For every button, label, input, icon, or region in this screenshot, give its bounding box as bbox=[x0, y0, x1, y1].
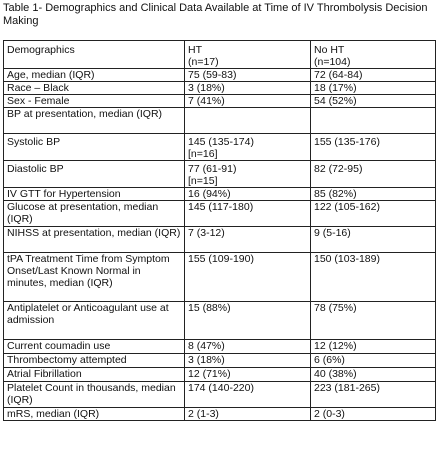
row-label: Sex - Female bbox=[4, 95, 185, 108]
table-row bbox=[4, 108, 436, 134]
table-header-row bbox=[4, 41, 436, 69]
table-row bbox=[4, 134, 436, 161]
row-ht-value: 3 (18%) bbox=[185, 82, 311, 95]
row-label: Thrombectomy attempted bbox=[4, 354, 185, 368]
header-noht-n: (n=104) bbox=[314, 56, 351, 68]
row-noht-text: 155 (135-176) bbox=[314, 136, 380, 148]
row-ht-value: 16 (94%) bbox=[185, 188, 311, 201]
row-noht-value: 18 (17%) bbox=[311, 82, 436, 95]
row-noht-text: 82 (72-95) bbox=[314, 163, 363, 175]
table-row bbox=[4, 227, 436, 253]
header-ht-n: (n=17) bbox=[188, 56, 219, 68]
row-noht-value: 9 (5-16) bbox=[311, 227, 436, 253]
row-noht-value: 54 (52%) bbox=[311, 95, 436, 108]
table-row bbox=[4, 253, 436, 302]
row-ht-value: 174 (140-220) bbox=[185, 382, 311, 408]
row-label: Age, median (IQR) bbox=[4, 69, 185, 82]
table-row bbox=[4, 368, 436, 382]
table-row bbox=[4, 82, 436, 95]
row-noht-value bbox=[311, 108, 436, 134]
row-label: BP at presentation, median (IQR) bbox=[4, 108, 185, 134]
row-ht-value: 15 (88%) bbox=[185, 302, 311, 340]
table-caption: Table 1- Demographics and Clinical Data Available at Time of IV Thrombolysis Decision Making bbox=[3, 2, 428, 27]
row-ht-value: 8 (47%) bbox=[185, 340, 311, 354]
row-ht-value bbox=[185, 134, 311, 161]
row-ht-value: 12 (71%) bbox=[185, 368, 311, 382]
table-row bbox=[4, 340, 436, 354]
table-row bbox=[4, 188, 436, 201]
header-demographics-cell bbox=[4, 41, 185, 69]
row-label-text: Systolic BP bbox=[7, 136, 61, 148]
table-row bbox=[4, 95, 436, 108]
row-ht-note: [n=15] bbox=[188, 175, 218, 187]
row-ht-value: 2 (1-3) bbox=[185, 408, 311, 421]
row-label: Antiplatelet or Anticoagulant use at admission bbox=[4, 302, 185, 340]
table-row bbox=[4, 382, 436, 408]
row-noht-value: 40 (38%) bbox=[311, 368, 436, 382]
table-row bbox=[4, 69, 436, 82]
row-label: NIHSS at presentation, median (IQR) bbox=[4, 227, 185, 253]
table-row bbox=[4, 302, 436, 340]
header-noht: No HT bbox=[314, 44, 345, 56]
row-ht-value: 3 (18%) bbox=[185, 354, 311, 368]
row-ht-text: 77 (61-91) bbox=[188, 163, 237, 175]
row-ht-value: 7 (3-12) bbox=[185, 227, 311, 253]
row-ht-value: 75 (59-83) bbox=[185, 69, 311, 82]
row-noht-value: 150 (103-189) bbox=[311, 253, 436, 302]
demographics-table bbox=[3, 40, 436, 421]
row-label: Atrial Fibrillation bbox=[4, 368, 185, 382]
row-label: Glucose at presentation, median (IQR) bbox=[4, 201, 185, 227]
row-label-text: Diastolic BP bbox=[7, 163, 64, 175]
row-noht-value bbox=[311, 134, 436, 161]
row-label: Race – Black bbox=[4, 82, 185, 95]
table-row bbox=[4, 408, 436, 421]
table-row bbox=[4, 354, 436, 368]
row-ht-text: 145 (135-174) bbox=[188, 136, 254, 148]
row-label: mRS, median (IQR) bbox=[4, 408, 185, 421]
row-ht-value bbox=[185, 108, 311, 134]
row-noht-value: 72 (64-84) bbox=[311, 69, 436, 82]
table-row bbox=[4, 161, 436, 188]
row-noht-value: 6 (6%) bbox=[311, 354, 436, 368]
row-label: Platelet Count in thousands, median (IQR) bbox=[4, 382, 185, 408]
row-label bbox=[4, 134, 185, 161]
row-ht-value bbox=[185, 161, 311, 188]
row-noht-value: 223 (181-265) bbox=[311, 382, 436, 408]
row-noht-value bbox=[311, 161, 436, 188]
table-row bbox=[4, 201, 436, 227]
row-label bbox=[4, 161, 185, 188]
header-noht-cell bbox=[311, 41, 436, 69]
row-label: Current coumadin use bbox=[4, 340, 185, 354]
row-ht-value: 155 (109-190) bbox=[185, 253, 311, 302]
row-ht-value: 7 (41%) bbox=[185, 95, 311, 108]
row-noht-value: 2 (0-3) bbox=[311, 408, 436, 421]
row-noht-value: 85 (82%) bbox=[311, 188, 436, 201]
row-ht-note: [n=16] bbox=[188, 148, 218, 160]
row-noht-value: 12 (12%) bbox=[311, 340, 436, 354]
row-label: IV GTT for Hypertension bbox=[4, 188, 185, 201]
row-noht-value: 78 (75%) bbox=[311, 302, 436, 340]
row-label: tPA Treatment Time from Symptom Onset/Last Known Normal in minutes, median (IQR) bbox=[4, 253, 185, 302]
header-ht-cell bbox=[185, 41, 311, 69]
header-label: Demographics bbox=[7, 44, 75, 56]
row-ht-value: 145 (117-180) bbox=[185, 201, 311, 227]
row-noht-value: 122 (105-162) bbox=[311, 201, 436, 227]
header-ht: HT bbox=[188, 44, 202, 56]
